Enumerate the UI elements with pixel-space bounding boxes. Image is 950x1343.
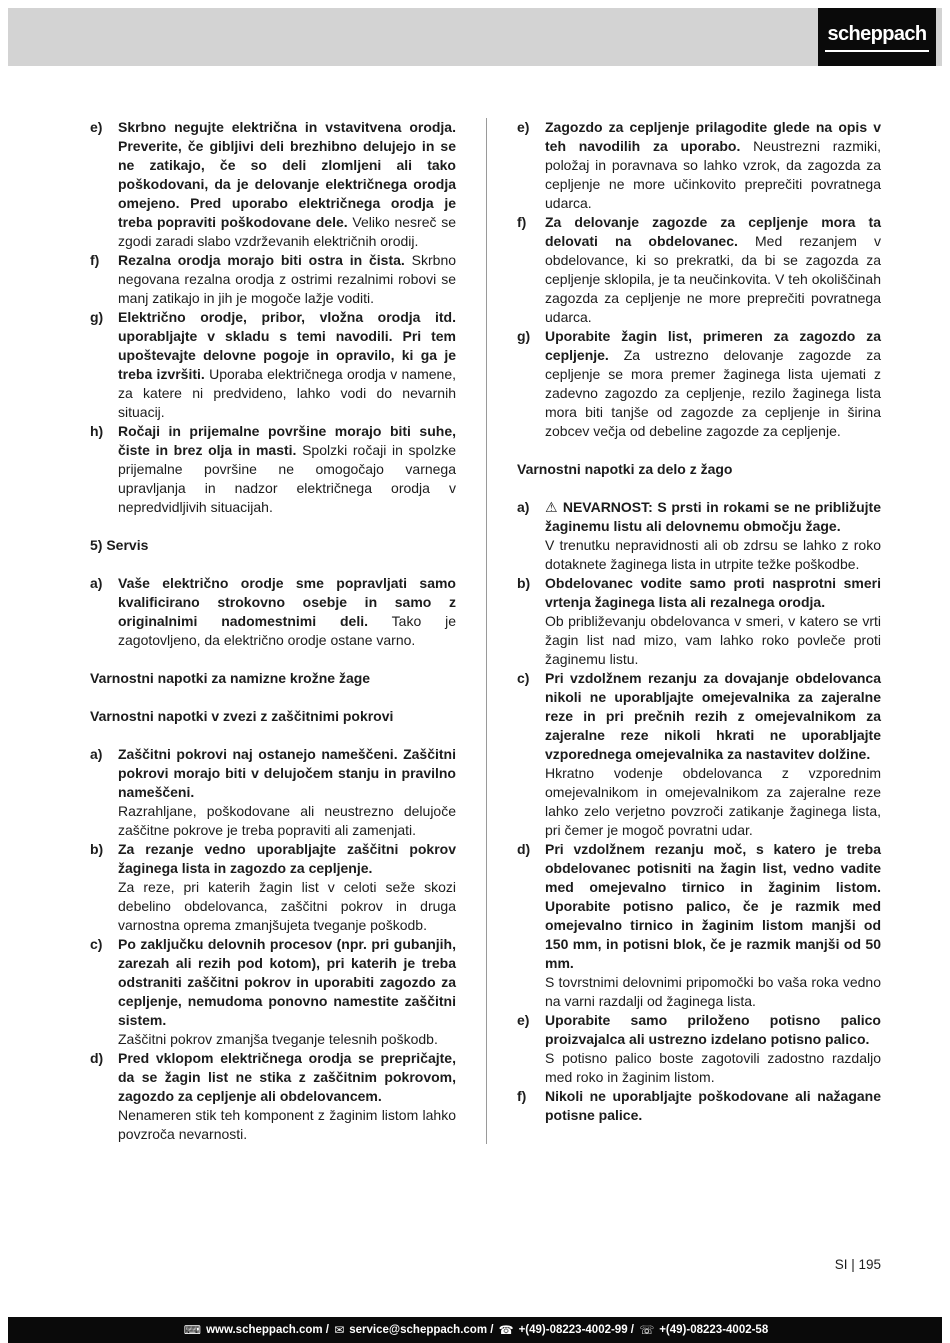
item-lead: Ročaji in prijemalne površine morajo biti suhe, čiste in brez olja in masti.	[118, 423, 456, 458]
item-body	[545, 669, 881, 840]
item-lead: Pred vklopom električnega orodja se prepričajte, da se žagin list ne stika z zaščitnim pokrovom, zagozdo za cepljenje ali obdelovancem.	[118, 1050, 456, 1104]
footer-website: www.scheppach.com	[206, 1324, 323, 1336]
item-label: a)	[90, 575, 103, 591]
work-item-e	[517, 1011, 881, 1087]
work-item-d	[517, 840, 881, 1011]
item-label: f)	[517, 1088, 527, 1104]
item-lead: Skrbno negujte električna in vstavitvena orodja. Preverite, če gibljivi deli brezhibno delujejo in se ne zatikajo, če so deli zlomljeni ali tako poškodovani, da je delovanje električnega orodja omejeno. Pred uporabo električnega orodja je treba popraviti poškodovane dele.	[118, 119, 456, 230]
item-label: e)	[517, 119, 530, 135]
item-text: Ob približevanju obdelovanca v smeri, v katero se vrti žagin list nad mizo, vam lahko roko povleče proti žaginemu listu.	[545, 613, 881, 667]
item-lead-danger: ⚠ NEVARNOST: S prsti in rokami se ne približujte žaginemu listu ali delovnemu območju žage.	[545, 499, 881, 534]
item-body	[118, 118, 456, 251]
item-label: h)	[90, 423, 104, 439]
item-label: b)	[517, 575, 531, 591]
section-heading-guards: Varnostni napotki v zvezi z zaščitnimi pokrovi	[90, 708, 394, 724]
footer-separator: /	[322, 1324, 333, 1336]
footer-email: service@scheppach.com	[349, 1324, 488, 1336]
scheppach-logo	[818, 8, 936, 66]
footer-bar	[8, 1317, 942, 1343]
wedge-item-f	[517, 213, 881, 327]
item-label: a)	[90, 746, 103, 762]
wedge-item-g	[517, 327, 881, 441]
item-label: d)	[517, 841, 531, 857]
item-label: c)	[90, 936, 103, 952]
guard-item-a	[90, 745, 456, 840]
item-text: Skrbno negovana rezalna orodja z ostrimi rezalnimi robovi se manj zatikajo in jih je mogoče lažje voditi.	[118, 252, 457, 306]
wedge-item-e	[517, 118, 881, 213]
guard-item-b	[90, 840, 456, 935]
item-body	[545, 840, 881, 1011]
item-text: Zaščitni pokrov zmanjša tveganje telesnih poškodb.	[118, 1031, 438, 1047]
item-lead: Vaše električno orodje sme popravljati samo kvalificirano strokovno osebje in samo z originalnimi nadomestnimi deli.	[118, 575, 456, 629]
item-lead: Obdelovanec vodite samo proti nasprotni smeri vrtenja žaginega lista ali rezalnega orodja.	[545, 575, 881, 610]
item-label: e)	[517, 1012, 530, 1028]
item-label: a)	[517, 499, 530, 515]
item-label: f)	[90, 252, 100, 268]
item-text: V trenutku nepravidnosti ali ob zdrsu se lahko z roko dotaknete žaginega lista in utrpite težke poškodbe.	[545, 537, 881, 572]
page-content	[90, 118, 882, 1144]
item-body	[118, 422, 456, 517]
item-label: e)	[90, 119, 103, 135]
item-lead: Za delovanje zagozde za cepljenje mora ta delovati na obdelovanec.	[545, 214, 881, 249]
item-text: Za ustrezno delovanje zagozde za cepljenje se mora premer žaginega lista ujemati z zadevno zagozdo za cepljenje, rezilo žaginega lista mora biti tanjše od zagozde za cepljenje in širina zobcev večja od debeline zagozde za cepljenje.	[545, 347, 882, 439]
item-lead: Pri vzdolžnem rezanju moč, s katero je treba obdelovanec potisniti na žagin list, vedno vadite med omejevalno tirnico in žaginim listom. Uporabite potisno palico, če je razmik med omejevalno tirnico in žaginim listom manjši od 150 mm, in potisni blok, če je razmik manjši od 50 mm.	[545, 841, 881, 971]
section-heading-service: 5) Servis	[90, 537, 149, 553]
item-text: Veliko nesreč se zgodi zaradi slabo vzdrževanih električnih orodij.	[118, 214, 457, 249]
safety-item-g	[90, 308, 456, 422]
item-body	[545, 1087, 881, 1125]
item-body	[118, 935, 456, 1049]
phone-icon: ☎	[498, 1323, 514, 1337]
item-label: g)	[517, 328, 531, 344]
footer-separator: /	[627, 1324, 638, 1336]
item-text: S potisno palico boste zagotovili zadostno razdaljo med roko in žaginim listom.	[545, 1050, 881, 1085]
item-lead: Uporabite samo priloženo potisno palico proizvajalca ali ustrezno izdelano potisno palico.	[545, 1012, 881, 1047]
item-text: S tovrstnimi delovnimi pripomočki bo vaša roka vedno na varni razdalji od žaginega lista.	[545, 974, 881, 1009]
guard-item-d	[90, 1049, 456, 1144]
footer-fax: +(49)-08223-4002-58	[659, 1324, 769, 1336]
item-text: Neustrezni razmiki, položaj in poravnava so lahko vzrok, da zagozda za cepljenje ne more učinkovito preprečiti povratnega udarca.	[545, 138, 881, 211]
item-lead: Uporabite žagin list, primeren za zagozdo za cepljenje.	[545, 328, 881, 363]
item-text: Tako je zagotovljeno, da električno orodje ostane varno.	[118, 613, 457, 648]
item-label: f)	[517, 214, 527, 230]
item-text: Razrahljane, poškodovane ali neustrezno delujoče zaščitne pokrove je treba popraviti ali zamenjati.	[118, 803, 456, 838]
item-body	[545, 118, 881, 213]
item-lead: Električno orodje, pribor, vložna orodja itd. uporabljajte v skladu s temi navodili. Pri tem upoštevajte delovne pogoje in opravilo, ki ga je treba izvršiti.	[118, 309, 456, 382]
item-body	[118, 251, 456, 308]
item-body	[545, 574, 881, 669]
brand-name: scheppach	[825, 23, 928, 52]
item-text: Med rezanjem v obdelovance, ki so prekratki, da bi se zagozda za cepljenje sklopila, je ta neučinkovita. V teh okoliščinah zagozda za cepljenje ne more preprečiti povratnega udarca.	[545, 233, 881, 325]
service-item-a	[90, 574, 456, 650]
fax-icon: ☏	[639, 1323, 655, 1337]
item-text: Nenameren stik teh komponent z žaginim listom lahko povzroča nevarnosti.	[118, 1107, 456, 1142]
item-label: c)	[517, 670, 530, 686]
item-lead: Nikoli ne uporabljajte poškodovane ali nažagane potisne palice.	[545, 1088, 881, 1123]
footer-separator: /	[487, 1324, 497, 1336]
header-bar	[8, 8, 942, 66]
page-number: SI | 195	[834, 1257, 881, 1272]
item-label: g)	[90, 309, 104, 325]
section-heading-table-saws: Varnostni napotki za namizne krožne žage	[90, 670, 371, 686]
work-item-a	[517, 498, 881, 574]
safety-item-f	[90, 251, 456, 308]
section-heading-sawing: Varnostni napotki za delo z žago	[517, 461, 733, 477]
safety-item-e	[90, 118, 456, 251]
column-divider	[486, 118, 487, 1144]
item-body	[118, 840, 456, 935]
item-lead: Zaščitni pokrovi naj ostanejo nameščeni. Zaščitni pokrovi morajo biti v delujočem stanju in pravilno nameščeni.	[118, 746, 456, 800]
item-body	[118, 745, 456, 840]
work-item-f	[517, 1087, 881, 1125]
right-column	[517, 118, 881, 1144]
item-body	[545, 498, 881, 574]
work-item-b	[517, 574, 881, 669]
computer-icon: ⌨	[183, 1323, 202, 1337]
mail-icon: ✉	[334, 1323, 345, 1337]
item-body	[545, 213, 881, 327]
item-text: Hkratno vodenje obdelovanca z vzporednim omejevalnikom in omejevalnikom za zajeralne reze lahko zelo verjetno povzroči zatikanje žaginega lista, pri čemer je mogoč povratni udar.	[545, 765, 881, 838]
item-text: Spolzki ročaji in spolzke prijemalne površine ne omogočajo varnega upravljanja in nadzor električnega orodja v nepredvidljivih situacijah.	[118, 442, 457, 515]
guard-item-c	[90, 935, 456, 1049]
item-label: b)	[90, 841, 104, 857]
item-body	[545, 327, 881, 441]
item-lead: Rezalna orodja morajo biti ostra in čista.	[118, 252, 405, 268]
item-text: Za reze, pri katerih žagin list v celoti seže skozi debelino obdelovanca, zaščitni pokrov in druga varnostna oprema zmanjšujeta tveganje poškodb.	[118, 879, 456, 933]
safety-item-h	[90, 422, 456, 517]
item-label: d)	[90, 1050, 104, 1066]
item-text: Uporaba električnega orodja v namene, za katere ni predvideno, lahko vodi do nevarnih situacij.	[118, 366, 456, 420]
item-lead: Pri vzdolžnem rezanju za dovajanje obdelovanca nikoli ne uporabljajte omejevalnika za zajeralne reze in pri prečnih rezih z omejevalnikom za zajeralne reze nikoli hkrati ne uporabljajte vzporednega omejevalnika za nastavitev dolžine.	[545, 670, 881, 762]
item-lead: Zagozdo za cepljenje prilagodite glede na opis v teh navodilih za uporabo.	[545, 119, 881, 154]
footer-phone: +(49)-08223-4002-99	[518, 1324, 628, 1336]
item-body	[545, 1011, 881, 1087]
item-body	[118, 574, 456, 650]
left-column	[90, 118, 456, 1144]
item-body	[118, 308, 456, 422]
work-item-c	[517, 669, 881, 840]
item-lead: Po zaključku delovnih procesov (npr. pri gubanjih, zarezah ali rezih pod kotom), pri katerih je treba odstraniti zaščitni pokrov in uporabiti zagozdo za cepljenje, nemudoma ponovno namestite zaščitni sistem.	[118, 936, 456, 1028]
item-body	[118, 1049, 456, 1144]
item-lead: Za rezanje vedno uporabljajte zaščitni pokrov žaginega lista in zagozdo za cepljenje.	[118, 841, 456, 876]
